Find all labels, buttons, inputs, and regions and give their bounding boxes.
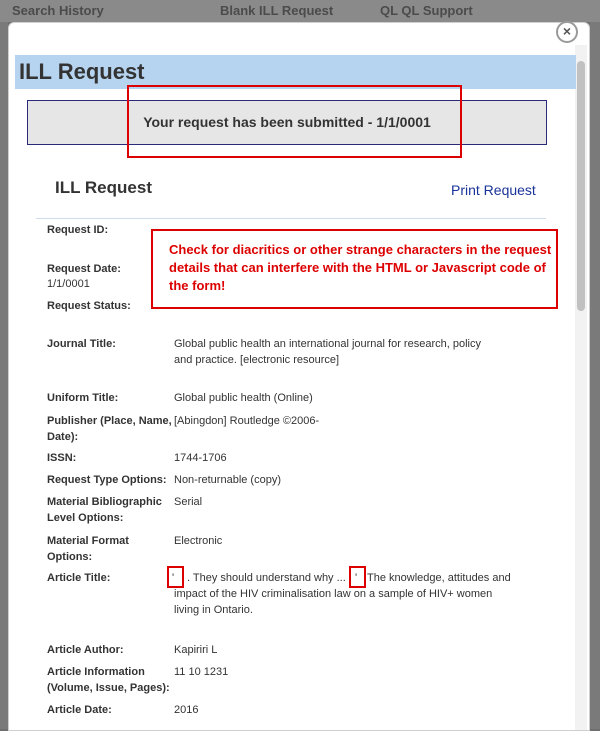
- article-title-value-part1: . They should understand why ...: [187, 572, 346, 584]
- article-date-value: 2016: [174, 704, 199, 716]
- annotation-highlight-char1: [167, 566, 184, 588]
- background-page-left: [0, 22, 8, 729]
- journal-title-label: Journal Title:: [47, 338, 116, 350]
- background-tab-search-history: Search History: [12, 3, 104, 18]
- modal-title: ILL Request: [19, 59, 145, 84]
- request-date-value: 1/1/0001: [47, 278, 90, 290]
- material-format-label-line2: Options:: [47, 551, 93, 563]
- article-title-value-line3: living in Ontario.: [174, 604, 253, 616]
- print-request-link[interactable]: Print Request: [451, 182, 536, 198]
- request-id-label: Request ID:: [47, 224, 109, 236]
- article-title-mark2: ': [355, 572, 358, 584]
- divider: [36, 218, 546, 219]
- submission-notice-text: Your request has been submitted - 1/1/0001: [143, 114, 431, 130]
- publisher-value: [Abingdon] Routledge ©2006-: [174, 415, 320, 427]
- article-title-mark1: ': [172, 572, 175, 584]
- material-format-label-line1: Material Format: [47, 535, 129, 547]
- scrollbar-thumb[interactable]: [577, 61, 585, 311]
- article-date-label: Article Date:: [47, 704, 112, 716]
- journal-title-value-line1: Global public health an international journal for research, policy: [174, 338, 481, 350]
- request-heading: ILL Request: [55, 178, 152, 197]
- article-info-label-line1: Article Information: [47, 666, 145, 678]
- material-format-value: Electronic: [174, 535, 223, 547]
- annotation-highlight-notice: [127, 85, 462, 158]
- background-tab-blank-ill-request: Blank ILL Request: [220, 3, 334, 18]
- annotation-highlight-char2: [349, 566, 366, 588]
- article-title-value-line2: impact of the HIV criminalisation law on a sample of HIV+ women: [174, 588, 493, 600]
- issn-value: 1744-1706: [174, 452, 227, 464]
- background-tab-bar: [0, 0, 600, 22]
- ill-request-modal: [8, 22, 590, 731]
- bib-level-label-line2: Level Options:: [47, 512, 124, 524]
- modal-title-bar: [15, 55, 576, 89]
- background-page-right: [590, 22, 600, 729]
- issn-label: ISSN:: [47, 452, 77, 464]
- bib-level-value: Serial: [174, 496, 203, 508]
- background-tab-support: QL QL Support: [380, 3, 473, 18]
- article-info-value: 11 10 1231: [174, 666, 229, 678]
- publisher-label-line1: Publisher (Place, Name,: [47, 415, 172, 427]
- annotation-callout-text: Check for diacritics or other strange characters in the request details that can interfere with the HTML or Javascript code of the form!: [169, 242, 552, 293]
- publisher-label-line2: Date):: [47, 431, 79, 443]
- article-title-label: Article Title:: [47, 572, 111, 584]
- article-title-value-part2: The knowledge, attitudes and: [367, 572, 511, 584]
- request-type-value: Non-returnable (copy): [174, 474, 281, 486]
- bib-level-label-line1: Material Bibliographic: [47, 496, 162, 508]
- article-author-value: Kapiriri L: [174, 644, 218, 656]
- request-date-label: Request Date:: [47, 263, 121, 275]
- request-type-label: Request Type Options:: [47, 474, 167, 486]
- request-status-label: Request Status:: [47, 300, 131, 312]
- uniform-title-value: Global public health (Online): [174, 392, 313, 404]
- annotation-callout: [151, 229, 558, 309]
- article-author-label: Article Author:: [47, 644, 124, 656]
- article-info-label-line2: (Volume, Issue, Pages):: [47, 682, 170, 694]
- close-icon[interactable]: ×: [556, 21, 578, 43]
- journal-title-value-line2: and practice. [electronic resource]: [174, 354, 340, 366]
- uniform-title-label: Uniform Title:: [47, 392, 119, 404]
